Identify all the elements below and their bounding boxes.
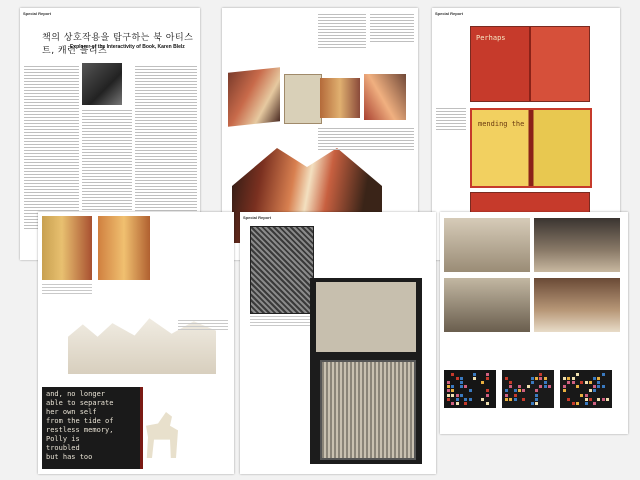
mosaic-tile: [451, 402, 454, 405]
mosaic-tile: [597, 385, 600, 388]
book-text-line: Polly is: [46, 435, 80, 443]
text-column: [24, 66, 79, 231]
mosaic-tile: [602, 385, 605, 388]
mosaic-tile: [572, 402, 575, 405]
mosaic-tile: [531, 402, 534, 405]
mosaic-tile: [544, 377, 547, 380]
mosaic-tile: [456, 398, 459, 401]
mosaic-tile: [518, 385, 521, 388]
open-book-photo: [320, 78, 360, 118]
book-text: mending the: [478, 120, 525, 128]
book-text-lines: [46, 390, 138, 462]
mosaic-tile: [518, 389, 521, 392]
book-photo-left: [42, 216, 92, 280]
book-text: Perhaps: [476, 34, 506, 42]
mosaic-tile: [447, 394, 450, 397]
mosaic-tile: [539, 373, 542, 376]
mosaic-tile: [539, 377, 542, 380]
book-text-line: her own self: [46, 408, 97, 416]
article-title-english: Explorer of the Interactivity of Book, Karen Blelz: [70, 44, 185, 50]
mosaic-tile: [563, 385, 566, 388]
mosaic-tile: [585, 398, 588, 401]
mosaic-tile: [606, 398, 609, 401]
magazine-page-4: [38, 212, 234, 474]
mosaic-tile: [572, 377, 575, 380]
mosaic-tile: [456, 377, 459, 380]
mosaic-tile: [473, 377, 476, 380]
mosaic-tile: [531, 381, 534, 384]
mosaic-tile: [602, 398, 605, 401]
book-cover-photo: [284, 74, 322, 124]
mosaic-tile: [593, 377, 596, 380]
mosaic-tile: [563, 377, 566, 380]
mosaic-tile: [597, 377, 600, 380]
mosaic-tile: [451, 394, 454, 397]
mosaic-tile: [593, 402, 596, 405]
mosaic-tile: [473, 373, 476, 376]
mosaic-tile: [460, 394, 463, 397]
mosaic-tile: [527, 385, 530, 388]
mosaic-tile: [535, 398, 538, 401]
mosaic-tile: [567, 398, 570, 401]
section-tag: Special Report: [243, 215, 272, 220]
caption-text: [42, 284, 92, 296]
installation-photo: [534, 218, 620, 272]
mosaic-tile: [509, 398, 512, 401]
magazine-page-6: [440, 212, 628, 434]
mosaic-tile: [544, 381, 547, 384]
mosaic-tile: [580, 381, 583, 384]
mosaic-tile: [505, 394, 508, 397]
book-text-line: and, no longer: [46, 390, 106, 398]
mosaic-tile: [548, 385, 551, 388]
mosaic-tile: [597, 398, 600, 401]
text-column: [318, 128, 414, 150]
mosaic-tile: [585, 394, 588, 397]
mosaic-tile: [522, 389, 525, 392]
mosaic-tile: [572, 381, 575, 384]
mosaic-tile: [451, 385, 454, 388]
mosaic-photo: [502, 370, 554, 408]
box-tray: [320, 360, 416, 460]
box-lid-inner: [316, 282, 416, 352]
mosaic-tile: [576, 385, 579, 388]
mosaic-tile: [447, 389, 450, 392]
section-tag: Special Report: [435, 11, 464, 16]
mosaic-tile: [481, 381, 484, 384]
mosaic-tile: [464, 402, 467, 405]
mosaic-tile: [585, 402, 588, 405]
mosaic-tile: [514, 398, 517, 401]
mosaic-tile: [535, 389, 538, 392]
mosaic-tile: [535, 394, 538, 397]
book-text-line: from the tide of: [46, 417, 114, 425]
mosaic-tile: [447, 381, 450, 384]
article-title-korean: 책의 상호작용을 탐구하는 북 아티스트, 캐런 블리츠: [42, 33, 194, 56]
mosaic-tile: [451, 373, 454, 376]
mosaic-tile: [593, 389, 596, 392]
mosaic-tile: [509, 381, 512, 384]
text-column: [318, 14, 366, 48]
installation-photo: [534, 278, 620, 332]
text-column: [370, 14, 414, 42]
installation-photo: [444, 218, 530, 272]
mosaic-tile: [486, 402, 489, 405]
mosaic-tile: [505, 398, 508, 401]
open-book-photo: [364, 74, 406, 120]
mosaic-tile: [447, 385, 450, 388]
book-photo-right: [98, 216, 150, 280]
magazine-page-5: [240, 212, 436, 474]
mosaic-tile: [486, 373, 489, 376]
book-text-line: troubled: [46, 444, 80, 452]
mosaic-tile: [567, 377, 570, 380]
mosaic-tile: [514, 389, 517, 392]
mosaic-tile: [505, 389, 508, 392]
mosaic-tile: [460, 381, 463, 384]
mosaic-tile: [514, 394, 517, 397]
mosaic-tile: [486, 389, 489, 392]
book-text-line: able to separate: [46, 399, 114, 407]
book-text-line: but has too: [46, 453, 93, 461]
text-column: [135, 66, 197, 231]
mosaic-tile: [593, 385, 596, 388]
mosaic-tile: [486, 377, 489, 380]
caption-text: [178, 320, 228, 332]
mosaic-tile: [469, 398, 472, 401]
open-book-photo: [228, 67, 280, 126]
mosaic-tile: [602, 373, 605, 376]
installation-photo: [444, 278, 530, 332]
mosaic-tile: [505, 377, 508, 380]
mosaic-tile: [535, 402, 538, 405]
mosaic-tile: [563, 389, 566, 392]
mosaic-tile: [447, 398, 450, 401]
mosaic-tile: [469, 389, 472, 392]
mosaic-tile: [481, 398, 484, 401]
mosaic-tile: [456, 402, 459, 405]
mosaic-tile: [585, 381, 588, 384]
portrait-photo: [82, 63, 122, 105]
mosaic-tile: [522, 398, 525, 401]
mosaic-tile: [589, 398, 592, 401]
mosaic-tile: [464, 385, 467, 388]
mosaic-tile: [544, 385, 547, 388]
mosaic-tile: [460, 385, 463, 388]
horse-cutout: [142, 412, 182, 458]
mosaic-tile: [535, 377, 538, 380]
mosaic-tile: [597, 381, 600, 384]
mosaic-tile: [589, 381, 592, 384]
mosaic-tile: [580, 394, 583, 397]
mosaic-tile: [456, 394, 459, 397]
mosaic-tile: [460, 377, 463, 380]
mosaic-tile: [464, 398, 467, 401]
mosaic-tile: [539, 385, 542, 388]
mosaic-tile: [531, 377, 534, 380]
mosaic-tile: [576, 373, 579, 376]
mosaic-tile: [567, 381, 570, 384]
text-column: [436, 108, 466, 132]
mosaic-tile: [509, 385, 512, 388]
caption-text: [250, 316, 310, 326]
mosaic-tile: [486, 394, 489, 397]
mosaic-tile: [451, 389, 454, 392]
book-text-line: restless memory,: [46, 426, 114, 434]
mosaic-tile: [589, 389, 592, 392]
box-lid-photo: [250, 226, 314, 314]
mosaic-tile: [576, 402, 579, 405]
section-tag: Special Report: [23, 11, 52, 16]
